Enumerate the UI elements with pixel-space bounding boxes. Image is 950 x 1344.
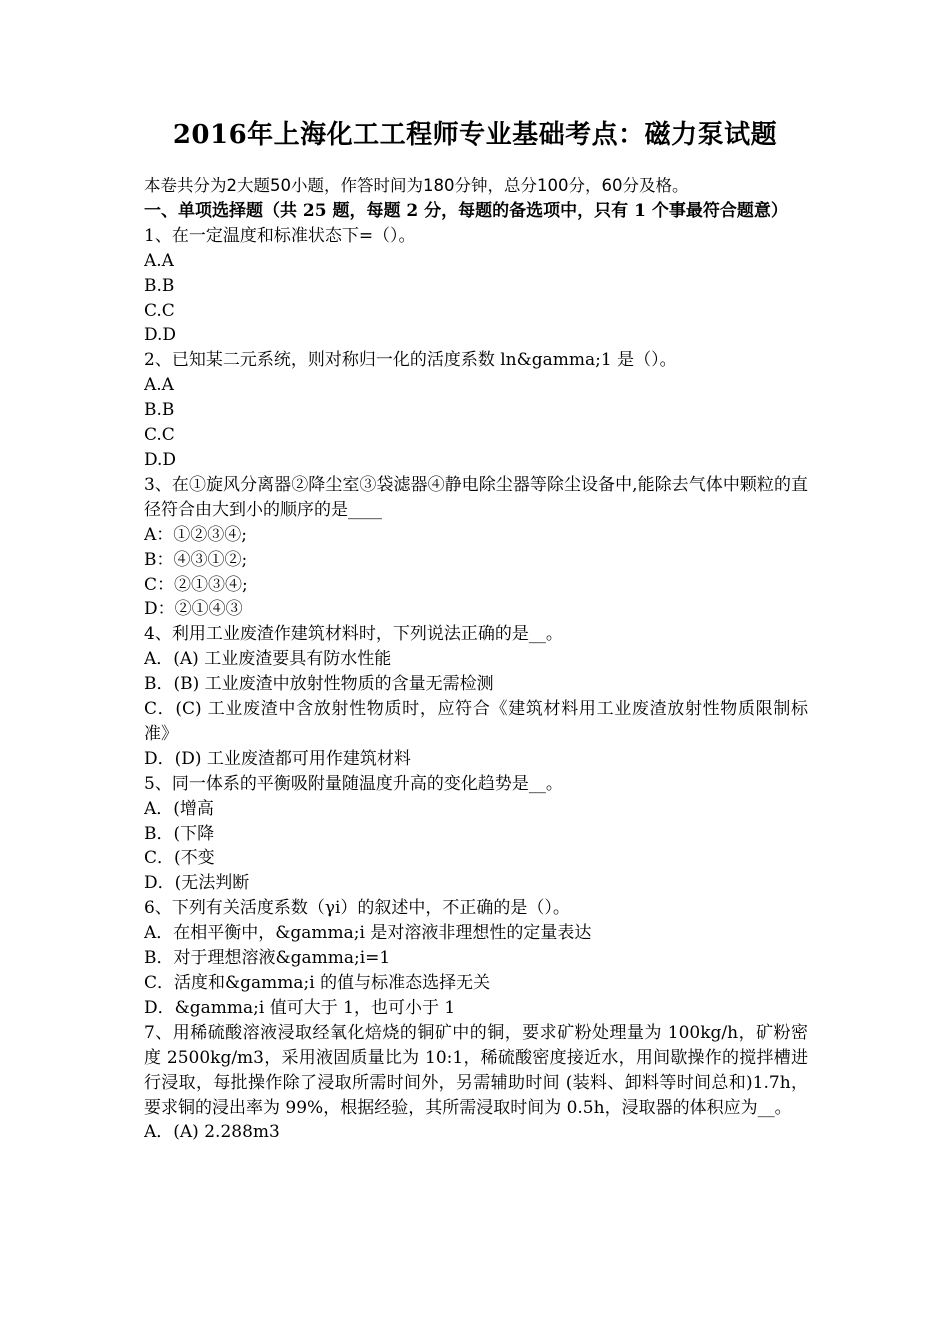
question-option: D．&gamma;i 值可大于 1，也可小于 1: [144, 997, 456, 1018]
question-option: B.B: [144, 400, 175, 421]
question-1: [144, 224, 808, 349]
question-7: [144, 1021, 808, 1146]
question-option: B.B: [144, 275, 175, 296]
question-option: A．(A) 2.288m3: [144, 1122, 280, 1143]
question-stem: 6、下列有关活度系数（γi）的叙述中，不正确的是（）。: [144, 898, 570, 919]
question-5: [144, 772, 808, 897]
question-2: [144, 348, 808, 473]
question-stem: 4、利用工业废渣作建筑材料时，下列说法正确的是__。: [144, 624, 563, 645]
question-option: A.A: [144, 375, 174, 396]
question-option: C.C: [144, 425, 175, 446]
question-option: C．(不变: [144, 848, 215, 869]
question-option: B：④③①②;: [144, 549, 248, 570]
exam-intro: 本卷共分为2大题50小题，作答时间为180分钟，总分100分，60分及格。: [144, 176, 689, 195]
document-body: [144, 174, 808, 1145]
question-stem: 1、在一定温度和标准状态下=（）。: [144, 225, 416, 246]
question-option: B．(B) 工业废渣中放射性物质的含量无需检测: [144, 674, 494, 695]
page-title: 2016年上海化工工程师专业基础考点：磁力泵试题: [172, 120, 778, 150]
question-option: C．(C) 工业废渣中含放射性物质时，应符合《建筑材料用工业废渣放射性物质限制标准》: [144, 699, 808, 744]
question-option: A.A: [144, 250, 174, 271]
question-option: D：②①④③: [144, 599, 243, 620]
question-option: A．(A) 工业废渣要具有防水性能: [144, 649, 392, 670]
question-option: D．(无法判断: [144, 873, 250, 894]
section-heading: 一、单项选择题（共 25 题，每题 2 分，每题的备选项中，只有 1 个事最符合题意）: [144, 200, 788, 221]
question-option: C.C: [144, 300, 175, 321]
question-4: [144, 622, 808, 771]
question-option: C：②①③④;: [144, 574, 248, 595]
question-6: [144, 896, 808, 1021]
question-option: B．对于理想溶液&gamma;i=1: [144, 948, 391, 969]
question-option: C．活度和&gamma;i 的值与标准态选择无关: [144, 973, 491, 993]
question-stem: 3、在①旋风分离器②降尘室③袋滤器④静电除尘器等除尘设备中,能除去气体中颗粒的直径符合由大到小的顺序的是____: [144, 474, 808, 520]
question-stem: 5、同一体系的平衡吸附量随温度升高的变化趋势是__。: [144, 773, 563, 794]
question-option: A．(增高: [144, 798, 214, 819]
question-option: D．(D) 工业废渣都可用作建筑材料: [144, 748, 411, 769]
question-option: D.D: [144, 325, 177, 346]
question-option: A．在相平衡中，&gamma;i 是对溶液非理想性的定量表达: [144, 923, 592, 944]
question-option: A：①②③④;: [144, 524, 248, 545]
question-3: [144, 473, 808, 622]
question-stem: 2、已知某二元系统，则对称归一化的活度系数 ln&gamma;1 是（）。: [144, 350, 677, 371]
question-option: D.D: [144, 449, 177, 470]
question-stem: 7、用稀硫酸溶液浸取经氧化焙烧的铜矿中的铜，要求矿粉处理量为 100kg/h，矿粉密度 2500kg/m3，采用液固质量比为 10:1，稀硫酸密度接近水，用间歇操作的搅拌槽进行浸取，每批操作除了浸取所需时间外，另需辅助时间 (装料、卸料等时间总和)1.7h，要求铜的浸出率为 99%，根据经验，其所需浸取时间为 0.5h，浸取器的体积应为__。: [144, 1022, 808, 1118]
question-option: B．(下降: [144, 823, 215, 844]
